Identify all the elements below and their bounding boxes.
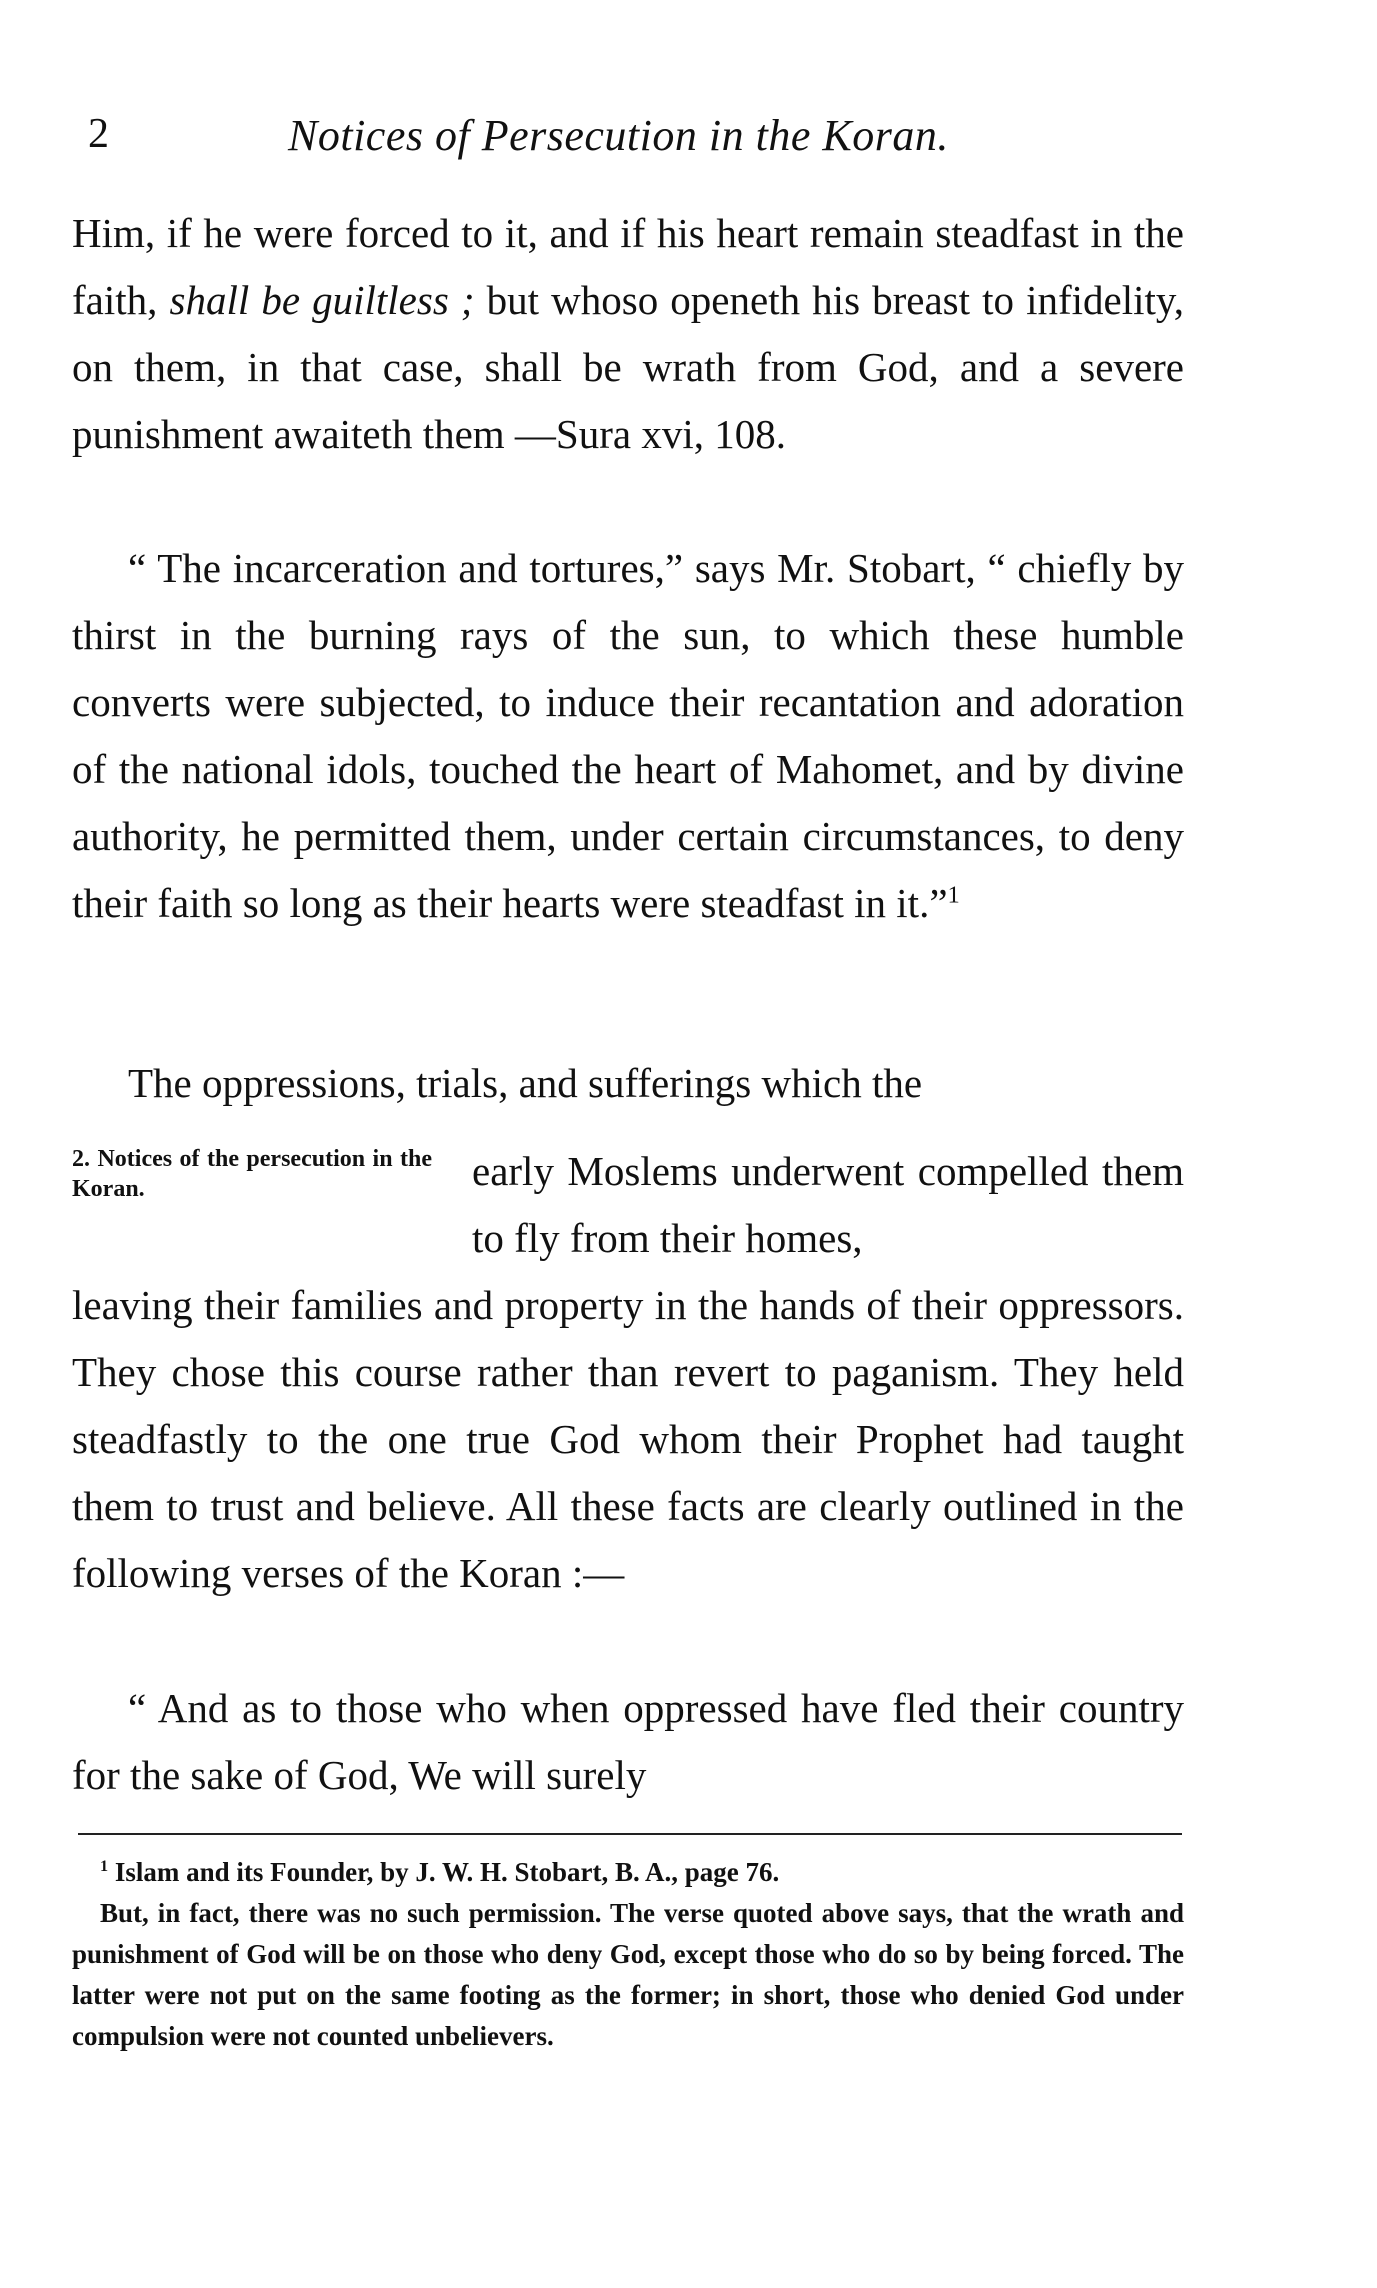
footnote-1-marker: 1 bbox=[100, 1857, 109, 1875]
running-title: Notices of Persecution in the Koran. bbox=[288, 111, 949, 160]
footnote-reference: 1 bbox=[947, 881, 960, 909]
paragraph-4 bbox=[72, 1675, 1184, 1809]
paragraph-3-first-line-text: The oppressions, trials, and sufferings which the bbox=[128, 1060, 923, 1106]
footnote-1-comment: But, in fact, there was no such permission. The verse quoted above says, that the wrath and punishment of God will be on those who deny God, except those who do so by being forced. The latter were not put on the same footing as the former; in short, those who denied God under compulsion were not counted unbelievers. bbox=[72, 1898, 1184, 2051]
footnote-1-text: Islam and its Founder, by J. W. H. Stobart, B. A., page 76. bbox=[114, 1857, 780, 1887]
sidenote-row bbox=[72, 1138, 1184, 1272]
paragraph-3-rest bbox=[72, 1272, 1184, 1607]
paragraph-1-italic: shall be guiltless ; bbox=[169, 277, 475, 323]
footnotes bbox=[72, 1852, 1184, 2057]
page-number: 2 bbox=[88, 111, 109, 157]
paragraph-3-first-line bbox=[72, 1050, 1184, 1117]
page-header bbox=[88, 110, 1208, 170]
footnote-1 bbox=[72, 1852, 1184, 1893]
paragraph-4-text: “ And as to those who when oppressed have fled their country for the sake of God, We will surely bbox=[72, 1685, 1184, 1798]
footnote-divider bbox=[78, 1833, 1182, 1835]
paragraph-1-text-after: but whoso openeth his breast to infidelity, on them, in that case, shall be wrath from God, and a severe punishment awaiteth them —Sura xvi, 108. bbox=[72, 277, 1184, 457]
paragraph-1-text-before: Him, if he were forced to it, and if his heart remain steadfast in the faith, bbox=[72, 210, 1184, 323]
paragraph-3-beside-note: early Moslems underwent compelled them to fly from their homes, bbox=[472, 1148, 1184, 1261]
paragraph-1 bbox=[72, 200, 1184, 468]
paragraph-2-text: “ The incarceration and tortures,” says Mr. Stobart, “ chiefly by thirst in the burning rays of the sun, to which these humble converts were subjected, to induce their recantation and adoration of the national idols, touched the heart of Mahomet, and by divine authority, he permitted them, under certain circumstances, to deny their faith so long as their hearts were steadfast in it.” bbox=[72, 545, 1184, 926]
paragraph-2 bbox=[72, 535, 1184, 937]
paragraph-3-rest-text: leaving their families and property in the hands of their oppressors. They chose this course rather than revert to paganism. They held steadfastly to the one true God whom their Prophet had taught them to trust and believe. All these facts are clearly outlined in the following verses of the Koran :— bbox=[72, 1282, 1184, 1596]
margin-sidenote: 2. Notices of the persecution in the Koran. bbox=[72, 1146, 432, 1202]
